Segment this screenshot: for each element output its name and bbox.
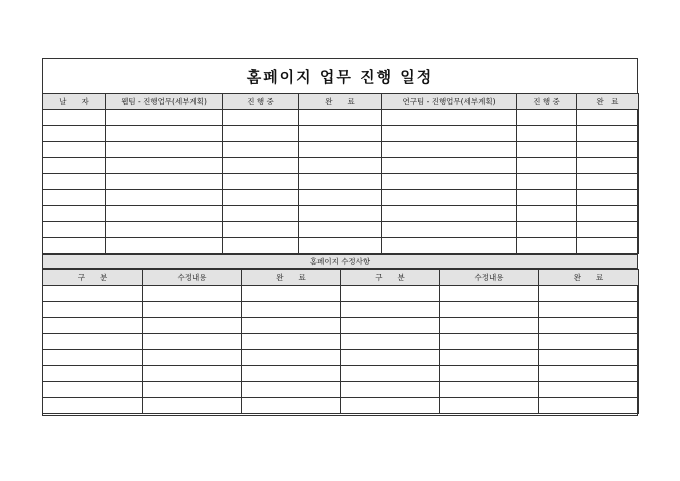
- schedule-cell[interactable]: [43, 174, 106, 190]
- revision-cell[interactable]: [242, 286, 341, 302]
- schedule-column-header: 진 행 중: [517, 94, 577, 110]
- schedule-row: [43, 206, 639, 222]
- revision-cell[interactable]: [341, 302, 440, 318]
- revision-row: [43, 366, 639, 382]
- revision-cell[interactable]: [341, 382, 440, 398]
- revision-table: [42, 269, 639, 414]
- schedule-cell[interactable]: [223, 190, 299, 206]
- revision-cell[interactable]: [539, 366, 639, 382]
- schedule-cell[interactable]: [382, 174, 517, 190]
- schedule-table: [42, 93, 639, 254]
- schedule-cell[interactable]: [299, 206, 382, 222]
- schedule-cell[interactable]: [106, 110, 223, 126]
- schedule-cell[interactable]: [299, 110, 382, 126]
- schedule-row: [43, 126, 639, 142]
- schedule-cell[interactable]: [43, 222, 106, 238]
- schedule-cell[interactable]: [223, 238, 299, 254]
- revision-cell[interactable]: [43, 334, 143, 350]
- schedule-cell[interactable]: [106, 158, 223, 174]
- schedule-column-header: 날 자: [43, 94, 106, 110]
- schedule-cell[interactable]: [43, 206, 106, 222]
- revision-cell[interactable]: [143, 318, 242, 334]
- revision-column-header: 구 분: [43, 270, 143, 286]
- revision-cell[interactable]: [43, 286, 143, 302]
- revision-column-header: 수정내용: [440, 270, 539, 286]
- revision-cell[interactable]: [440, 286, 539, 302]
- revision-cell[interactable]: [143, 350, 242, 366]
- page-title: 홈페이지 업무 진행 일정: [246, 67, 434, 86]
- revision-row: [43, 382, 639, 398]
- schedule-cell[interactable]: [106, 142, 223, 158]
- revision-cell[interactable]: [341, 318, 440, 334]
- revision-cell[interactable]: [341, 398, 440, 414]
- schedule-header-row: [43, 94, 639, 110]
- schedule-cell[interactable]: [106, 174, 223, 190]
- schedule-cell[interactable]: [517, 158, 577, 174]
- revision-cell[interactable]: [143, 286, 242, 302]
- revision-cell[interactable]: [143, 398, 242, 414]
- schedule-cell[interactable]: [382, 190, 517, 206]
- revision-cell[interactable]: [43, 350, 143, 366]
- revision-cell[interactable]: [242, 318, 341, 334]
- revision-cell[interactable]: [242, 334, 341, 350]
- revision-row: [43, 398, 639, 414]
- schedule-cell[interactable]: [517, 238, 577, 254]
- revision-cell[interactable]: [43, 366, 143, 382]
- schedule-cell[interactable]: [223, 174, 299, 190]
- schedule-column-header: 연구팀 - 진행업무(세부계획): [382, 94, 517, 110]
- revision-cell[interactable]: [341, 350, 440, 366]
- schedule-sheet: [42, 58, 638, 416]
- revision-cell[interactable]: [242, 350, 341, 366]
- revision-cell[interactable]: [143, 382, 242, 398]
- schedule-cell[interactable]: [382, 206, 517, 222]
- revision-column-header: 수정내용: [143, 270, 242, 286]
- schedule-cell[interactable]: [106, 206, 223, 222]
- revision-cell[interactable]: [440, 366, 539, 382]
- revision-row: [43, 302, 639, 318]
- revision-cell[interactable]: [43, 398, 143, 414]
- schedule-cell[interactable]: [577, 174, 639, 190]
- schedule-cell[interactable]: [517, 206, 577, 222]
- schedule-cell[interactable]: [517, 110, 577, 126]
- schedule-cell[interactable]: [43, 238, 106, 254]
- schedule-cell[interactable]: [577, 222, 639, 238]
- schedule-cell[interactable]: [106, 126, 223, 142]
- revision-section-title: 홈페이지 수정사항: [42, 254, 638, 269]
- schedule-row: [43, 238, 639, 254]
- schedule-cell[interactable]: [577, 110, 639, 126]
- schedule-column-header: 진 행 중: [223, 94, 299, 110]
- revision-cell[interactable]: [539, 302, 639, 318]
- revision-header-row: [43, 270, 639, 286]
- schedule-cell[interactable]: [299, 142, 382, 158]
- schedule-row: [43, 142, 639, 158]
- revision-cell[interactable]: [440, 382, 539, 398]
- schedule-cell[interactable]: [517, 126, 577, 142]
- revision-cell[interactable]: [143, 302, 242, 318]
- schedule-cell[interactable]: [382, 126, 517, 142]
- revision-row: [43, 318, 639, 334]
- revision-cell[interactable]: [242, 382, 341, 398]
- schedule-cell[interactable]: [43, 110, 106, 126]
- schedule-cell[interactable]: [106, 190, 223, 206]
- schedule-cell[interactable]: [577, 238, 639, 254]
- revision-column-header: 완 료: [242, 270, 341, 286]
- schedule-cell[interactable]: [577, 126, 639, 142]
- revision-cell[interactable]: [440, 318, 539, 334]
- schedule-cell[interactable]: [43, 158, 106, 174]
- schedule-cell[interactable]: [517, 190, 577, 206]
- schedule-row: [43, 222, 639, 238]
- schedule-row: [43, 110, 639, 126]
- revision-cell[interactable]: [43, 302, 143, 318]
- schedule-column-header: 완 료: [299, 94, 382, 110]
- schedule-cell[interactable]: [382, 158, 517, 174]
- schedule-cell[interactable]: [223, 142, 299, 158]
- schedule-cell[interactable]: [223, 110, 299, 126]
- schedule-cell[interactable]: [106, 238, 223, 254]
- revision-cell[interactable]: [440, 398, 539, 414]
- schedule-cell[interactable]: [382, 238, 517, 254]
- schedule-cell[interactable]: [299, 126, 382, 142]
- revision-cell[interactable]: [341, 366, 440, 382]
- schedule-cell[interactable]: [577, 158, 639, 174]
- revision-cell[interactable]: [43, 382, 143, 398]
- schedule-cell[interactable]: [299, 174, 382, 190]
- schedule-cell[interactable]: [577, 190, 639, 206]
- schedule-cell[interactable]: [223, 126, 299, 142]
- revision-cell[interactable]: [440, 350, 539, 366]
- schedule-cell[interactable]: [577, 206, 639, 222]
- revision-row: [43, 350, 639, 366]
- schedule-row: [43, 190, 639, 206]
- schedule-cell[interactable]: [299, 222, 382, 238]
- revision-cell[interactable]: [539, 350, 639, 366]
- revision-column-header: 완 료: [539, 270, 639, 286]
- revision-row: [43, 334, 639, 350]
- schedule-column-header: 완 료: [577, 94, 639, 110]
- schedule-cell[interactable]: [382, 110, 517, 126]
- schedule-cell[interactable]: [382, 222, 517, 238]
- schedule-cell[interactable]: [223, 158, 299, 174]
- revision-cell[interactable]: [341, 334, 440, 350]
- revision-cell[interactable]: [43, 318, 143, 334]
- revision-column-header: 구 분: [341, 270, 440, 286]
- schedule-cell[interactable]: [223, 222, 299, 238]
- revision-cell[interactable]: [539, 334, 639, 350]
- revision-cell[interactable]: [539, 318, 639, 334]
- schedule-cell[interactable]: [106, 222, 223, 238]
- schedule-cell[interactable]: [382, 142, 517, 158]
- revision-cell[interactable]: [440, 302, 539, 318]
- revision-cell[interactable]: [242, 302, 341, 318]
- schedule-row: [43, 174, 639, 190]
- revision-row: [43, 286, 639, 302]
- schedule-cell[interactable]: [517, 222, 577, 238]
- revision-cell[interactable]: [539, 382, 639, 398]
- schedule-row: [43, 158, 639, 174]
- schedule-cell[interactable]: [299, 238, 382, 254]
- revision-cell[interactable]: [242, 366, 341, 382]
- revision-cell[interactable]: [242, 398, 341, 414]
- schedule-cell[interactable]: [43, 190, 106, 206]
- revision-cell[interactable]: [341, 286, 440, 302]
- schedule-cell[interactable]: [43, 142, 106, 158]
- schedule-cell[interactable]: [299, 158, 382, 174]
- revision-cell[interactable]: [539, 398, 639, 414]
- revision-cell[interactable]: [440, 334, 539, 350]
- schedule-cell[interactable]: [517, 174, 577, 190]
- schedule-cell[interactable]: [517, 142, 577, 158]
- schedule-cell[interactable]: [223, 206, 299, 222]
- schedule-cell[interactable]: [43, 126, 106, 142]
- revision-cell[interactable]: [539, 286, 639, 302]
- schedule-cell[interactable]: [577, 142, 639, 158]
- revision-cell[interactable]: [143, 334, 242, 350]
- revision-cell[interactable]: [143, 366, 242, 382]
- schedule-cell[interactable]: [299, 190, 382, 206]
- schedule-column-header: 웹팀 - 진행업무(세부계획): [106, 94, 223, 110]
